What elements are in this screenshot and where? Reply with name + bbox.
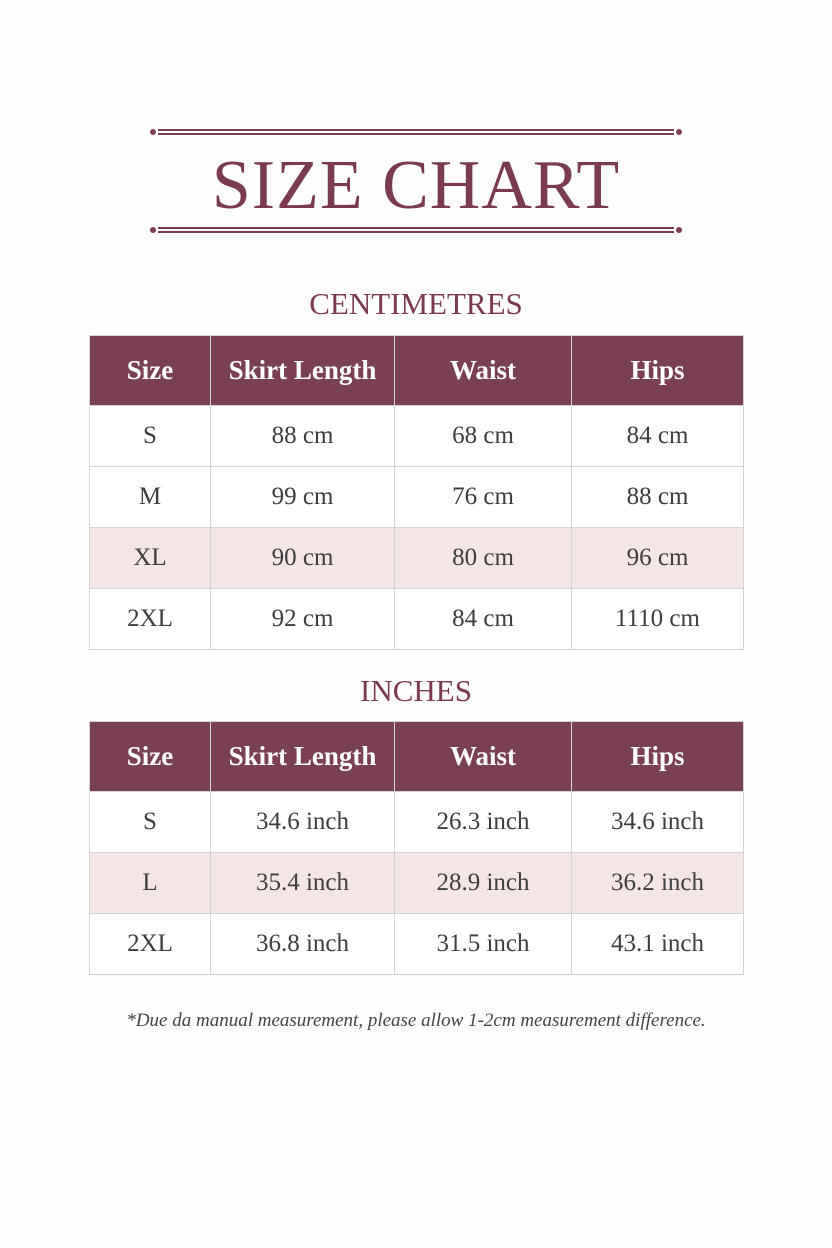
page-title: SIZE CHART (211, 147, 621, 224)
title-block (150, 128, 682, 236)
table-row (90, 853, 744, 914)
waist-cell: 28.9 inch (395, 853, 572, 914)
hips-cell: 34.6 inch (572, 792, 744, 853)
column-header-hips: Hips (572, 336, 744, 406)
column-header-waist: Waist (395, 722, 572, 792)
table-row (90, 528, 744, 589)
size-cell: L (90, 853, 211, 914)
column-header-waist: Waist (395, 336, 572, 406)
waist-cell: 80 cm (395, 528, 572, 589)
table-row (90, 914, 744, 975)
size-cell: M (90, 467, 211, 528)
waist-cell: 84 cm (395, 589, 572, 650)
hips-cell: 43.1 inch (572, 914, 744, 975)
waist-cell: 68 cm (395, 406, 572, 467)
waist-cell: 26.3 inch (395, 792, 572, 853)
title-top-rule (150, 128, 682, 136)
waist-cell: 31.5 inch (395, 914, 572, 975)
hips-cell: 88 cm (572, 467, 744, 528)
table-row (90, 467, 744, 528)
skirt-length-cell: 99 cm (211, 467, 395, 528)
hips-cell: 1110 cm (572, 589, 744, 650)
hips-cell: 96 cm (572, 528, 744, 589)
inches-heading: INCHES (360, 673, 472, 708)
table-header-row (90, 336, 744, 406)
column-header-hips: Hips (572, 722, 744, 792)
table-row (90, 589, 744, 650)
size-cell: 2XL (90, 914, 211, 975)
hips-cell: 84 cm (572, 406, 744, 467)
inches-table (89, 721, 744, 975)
rule-dot (150, 227, 156, 233)
skirt-length-cell: 90 cm (211, 528, 395, 589)
table-row (90, 406, 744, 467)
size-cell: S (90, 792, 211, 853)
rule-dot (150, 129, 156, 135)
size-cell: XL (90, 528, 211, 589)
column-header-skirt-length: Skirt Length (211, 722, 395, 792)
table-header-row (90, 722, 744, 792)
skirt-length-cell: 36.8 inch (211, 914, 395, 975)
title-bottom-rule (150, 226, 682, 234)
skirt-length-cell: 92 cm (211, 589, 395, 650)
skirt-length-cell: 34.6 inch (211, 792, 395, 853)
column-header-size: Size (90, 336, 211, 406)
skirt-length-cell: 88 cm (211, 406, 395, 467)
waist-cell: 76 cm (395, 467, 572, 528)
skirt-length-cell: 35.4 inch (211, 853, 395, 914)
hips-cell: 36.2 inch (572, 853, 744, 914)
measurement-footnote: *Due da manual measurement, please allow 1-2cm measurement difference. (126, 1010, 706, 1031)
column-header-size: Size (90, 722, 211, 792)
centimetres-table (89, 335, 744, 650)
rule-dot (676, 227, 682, 233)
size-cell: 2XL (90, 589, 211, 650)
rule-dot (676, 129, 682, 135)
column-header-skirt-length: Skirt Length (211, 336, 395, 406)
centimetres-heading: CENTIMETRES (309, 286, 523, 321)
size-cell: S (90, 406, 211, 467)
table-row (90, 792, 744, 853)
